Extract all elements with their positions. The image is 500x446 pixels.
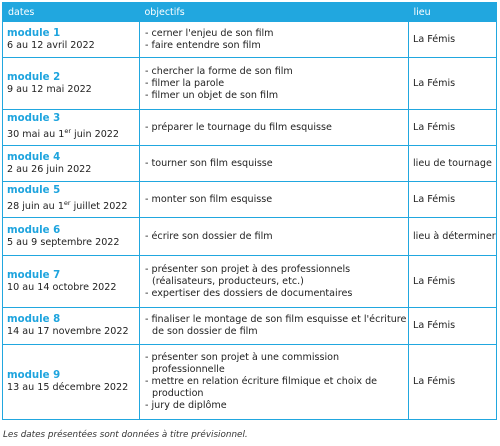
- dates-cell: [3, 218, 140, 256]
- objectifs-cell: [140, 22, 409, 58]
- objectif-item: - jury de diplôme: [145, 400, 227, 411]
- objectif-item: - filmer un objet de son film: [145, 89, 279, 101]
- objectifs-cell: [140, 182, 409, 218]
- module-label: module 2: [7, 71, 61, 83]
- table-row: [3, 345, 497, 420]
- objectifs-list: [145, 264, 408, 300]
- header-objectifs: objectifs: [140, 3, 409, 22]
- objectifs-list: [145, 352, 408, 412]
- objectifs-cell: [140, 308, 409, 345]
- header-dates: dates: [3, 3, 140, 22]
- lieu-cell: La Fémis: [409, 22, 497, 58]
- lieu-cell: La Fémis: [409, 308, 497, 345]
- objectif-item: - mettre en relation écriture filmique et choix de production: [145, 376, 378, 399]
- dates-cell: [3, 345, 140, 420]
- objectifs-cell: [140, 345, 409, 420]
- lieu-cell: La Fémis: [409, 110, 497, 146]
- lieu-cell: lieu à déterminer: [409, 218, 497, 256]
- dates-cell: [3, 182, 140, 218]
- objectif-item: - cerner l'enjeu de son film: [145, 27, 274, 39]
- objectif-item: - présenter son projet à des professionnels (réalisateurs, producteurs, etc.): [145, 263, 351, 287]
- dates-cell: [3, 110, 140, 146]
- objectif-item: - filmer la parole: [145, 77, 225, 89]
- objectif-item: - tourner son film esquisse: [145, 157, 273, 169]
- module-dates: 2 au 26 juin 2022: [7, 163, 92, 175]
- objectif-item: - finaliser le montage de son film esquisse et l'écriture de son dossier de film: [145, 314, 407, 337]
- table-row: [3, 22, 497, 58]
- table-row: [3, 110, 497, 146]
- module-dates: 30 mai au 1er juin 2022: [7, 127, 120, 141]
- objectif-item: - écrire son dossier de film: [145, 230, 273, 242]
- lieu-cell: La Fémis: [409, 345, 497, 420]
- objectif-item: - préparer le tournage du film esquisse: [145, 121, 332, 133]
- module-dates: 13 au 15 décembre 2022: [7, 382, 129, 393]
- lieu-cell: La Fémis: [409, 256, 497, 308]
- objectifs-list: [145, 231, 408, 243]
- module-label: module 4: [7, 151, 61, 163]
- table-row: [3, 218, 497, 256]
- objectif-item: - faire entendre son film: [145, 39, 261, 51]
- objectif-item: - chercher la forme de son film: [145, 65, 293, 77]
- module-label: module 5: [7, 185, 61, 197]
- lieu-cell: La Fémis: [409, 182, 497, 218]
- table-row: [3, 308, 497, 345]
- objectifs-cell: [140, 146, 409, 182]
- dates-cell: [3, 308, 140, 345]
- table-row: [3, 58, 497, 110]
- objectifs-list: [145, 314, 408, 338]
- header-lieu: lieu: [409, 3, 497, 22]
- dates-cell: [3, 58, 140, 110]
- dates-cell: [3, 146, 140, 182]
- objectifs-cell: [140, 110, 409, 146]
- objectif-item: - monter son film esquisse: [145, 193, 273, 205]
- schedule-table: [2, 2, 497, 420]
- objectif-item: - expertiser des dossiers de documentaires: [145, 287, 353, 299]
- module-label: module 6: [7, 224, 61, 236]
- table-header-row: [3, 3, 497, 22]
- module-dates: 9 au 12 mai 2022: [7, 83, 92, 95]
- lieu-cell: La Fémis: [409, 58, 497, 110]
- module-dates: 28 juin au 1er juillet 2022: [7, 199, 128, 213]
- table-row: [3, 146, 497, 182]
- objectifs-list: [145, 122, 408, 134]
- module-dates: 6 au 12 avril 2022: [7, 39, 95, 51]
- module-label: module 8: [7, 314, 61, 325]
- module-label: module 7: [7, 269, 61, 281]
- lieu-cell: lieu de tournage: [409, 146, 497, 182]
- objectifs-cell: [140, 218, 409, 256]
- footnote: Les dates présentées sont données à titre prévisionnel.: [3, 430, 248, 440]
- module-label: module 9: [7, 370, 61, 381]
- module-label: module 3: [7, 113, 61, 125]
- objectifs-list: [145, 194, 408, 206]
- table-body: [3, 22, 497, 420]
- module-dates: 14 au 17 novembre 2022: [7, 326, 129, 337]
- module-dates: 10 au 14 octobre 2022: [7, 281, 117, 293]
- objectifs-list: [145, 66, 408, 102]
- objectifs-cell: [140, 256, 409, 308]
- dates-cell: [3, 22, 140, 58]
- table-row: [3, 182, 497, 218]
- objectifs-list: [145, 158, 408, 170]
- objectifs-cell: [140, 58, 409, 110]
- module-dates: 5 au 9 septembre 2022: [7, 236, 120, 248]
- dates-cell: [3, 256, 140, 308]
- objectifs-list: [145, 28, 408, 52]
- module-label: module 1: [7, 27, 61, 39]
- objectif-item: - présenter son projet à une commission professionnelle: [145, 352, 340, 375]
- table-row: [3, 256, 497, 308]
